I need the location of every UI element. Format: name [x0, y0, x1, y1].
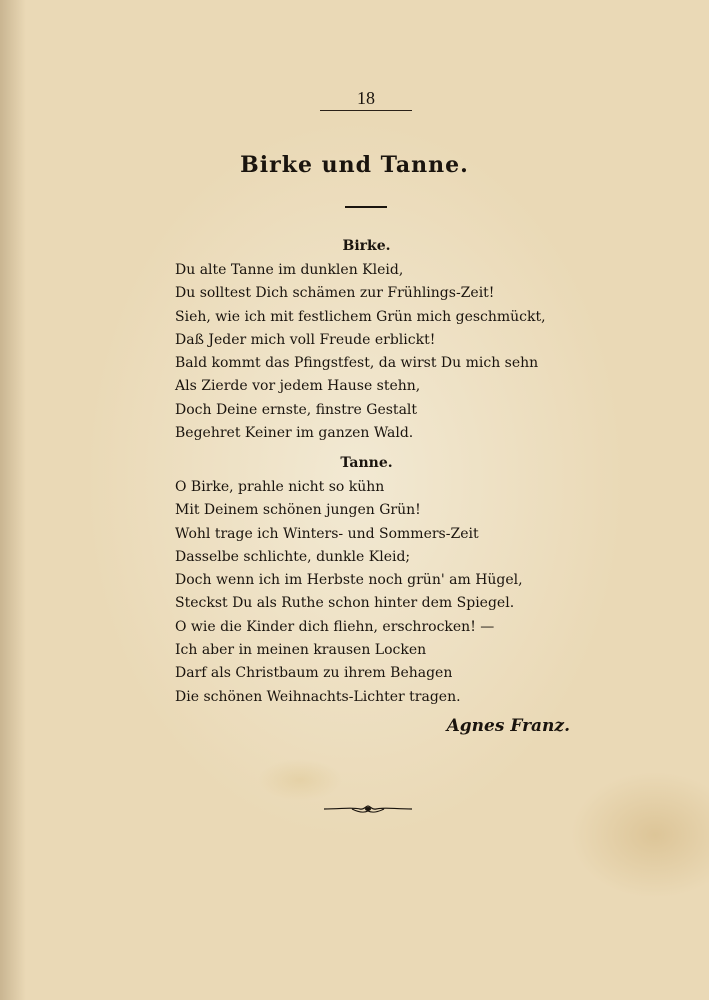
- page-number-rule: [320, 110, 412, 111]
- speaker-heading-tanne: Tanne.: [340, 455, 393, 471]
- poem-line: O Birke, prahle nicht so kühn: [175, 479, 385, 495]
- poem-line: Begehret Keiner im ganzen Wald.: [175, 425, 414, 442]
- poem-line: Doch Deine ernste, finstre Gestalt: [175, 401, 418, 418]
- speaker-heading-birke: Birke.: [342, 238, 391, 254]
- poem-line: Sieh, wie ich mit festlichem Grün mich geschmückt,: [175, 308, 546, 325]
- poem-line: Die schönen Weihnachts-Lichter tragen.: [175, 688, 461, 705]
- poem-line: Ich aber in meinen krausen Locken: [175, 642, 427, 659]
- poem-line: O wie die Kinder dich fliehn, erschrocken! —: [175, 618, 495, 635]
- author-signature: Agnes Franz.: [446, 716, 570, 736]
- poem-line: Dasselbe schlichte, dunkle Kleid;: [175, 548, 411, 565]
- page-number: 18: [357, 88, 375, 108]
- flourish-ornament-icon: [322, 800, 414, 818]
- stanza-birke: [175, 259, 575, 445]
- poem-line: Als Zierde vor jedem Hause stehn,: [175, 378, 421, 395]
- poem-line: Mit Deinem schönen jungen Grün!: [175, 502, 421, 519]
- stanza-tanne: [175, 476, 575, 709]
- poem-line: Bald kommt das Pfingstfest, da wirst Du mich sehn: [175, 355, 539, 372]
- poem-line: Du alte Tanne im dunklen Kleid,: [175, 262, 404, 278]
- poem-line: Doch wenn ich im Herbste noch grün' am Hügel,: [175, 572, 523, 589]
- page-edge-shadow: [0, 0, 26, 1000]
- poem-line: Wohl trage ich Winters- und Sommers-Zeit: [175, 525, 479, 542]
- poem-line: Darf als Christbaum zu ihrem Behagen: [175, 665, 453, 682]
- poem-title: Birke und Tanne.: [240, 152, 469, 178]
- poem-line: Du solltest Dich schämen zur Frühlings-Zeit!: [175, 285, 495, 302]
- title-rule: [345, 206, 387, 208]
- poem-line: Daß Jeder mich voll Freude erblickt!: [175, 331, 436, 348]
- poem-line: Steckst Du als Ruthe schon hinter dem Spiegel.: [175, 595, 515, 612]
